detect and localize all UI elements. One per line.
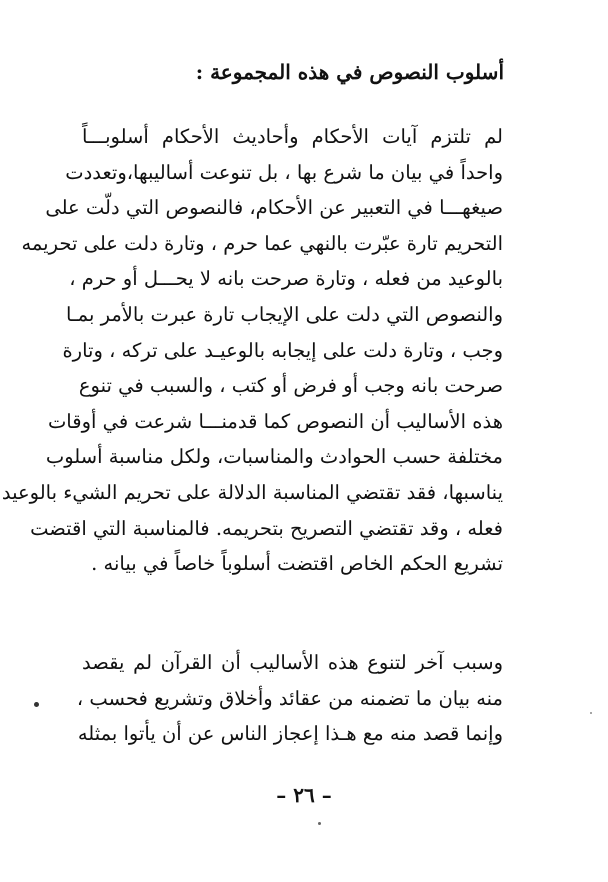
paragraph-1: [1, 119, 503, 582]
text-line: صيغهـــا في التعبير عن الأحكام، فالنصوص التي دلّت على: [45, 196, 503, 220]
text-line: فعله ، وقد تقتضي التصريح بتحريمه. فالمناسبة التي اقتضت: [30, 516, 503, 540]
text-line: هذه الأساليب أن النصوص كما قدمنـــا شرعت في أوقات: [47, 409, 503, 433]
page-number: – ٢٦ –: [276, 783, 332, 807]
text-line: وجب ، وتارة دلت على إيجابه بالوعيـد على تركه ، وتارة: [62, 338, 503, 362]
section-heading: أسلوب النصوص في هذه المجموعة :: [195, 60, 504, 84]
text-line: وسبب آخر لتنوع هذه الأساليب أن القرآن لم يقصد: [82, 651, 503, 674]
text-line: صرحت بانه وجب أو فرض أو كتب ، والسبب في تنوع: [78, 374, 503, 398]
text-line: واحداً في بيان ما شرع بها ، بل تنوعت أساليبها،وتعددت: [65, 160, 503, 184]
text-line: والنصوص التي دلت على الإيجاب تارة عبرت بالأمر بمـا: [66, 302, 503, 326]
text-line: بالوعيد من فعله ، وتارة صرحت بانه لا يحـــل أو حرم ،: [69, 267, 503, 291]
text-line: وإنما قصد منه مع هـذا إعجاز الناس عن أن يأتوا بمثله: [77, 722, 503, 746]
scan-speck: [34, 702, 39, 707]
text-line: تشريع الحكم الخاص اقتضت أسلوباً خاصاً في بيانه .: [91, 552, 503, 576]
text-line: التحريم تارة عبّرت بالنهي عما حرم ، وتارة دلت على تحريمه: [21, 231, 503, 255]
scan-speck: [590, 712, 592, 714]
text-line: يناسبها، فقد تقتضي المناسبة الدلالة على تحريم الشيء بالوعيد: [1, 480, 503, 504]
paragraph-2: [76, 645, 503, 752]
text-line: مختلفة حسب الحوادث والمناسبات، ولكل مناسبة أسلوب: [45, 445, 503, 469]
text-line: منه بيان ما تضمنه من عقائد وأخلاق وتشريع فحسب ،: [76, 686, 503, 710]
text-line: لم تلتزم آيات الأحكام وأحاديث الأحكام أسلوبـــاً: [82, 125, 503, 148]
scan-speck: [318, 822, 321, 825]
